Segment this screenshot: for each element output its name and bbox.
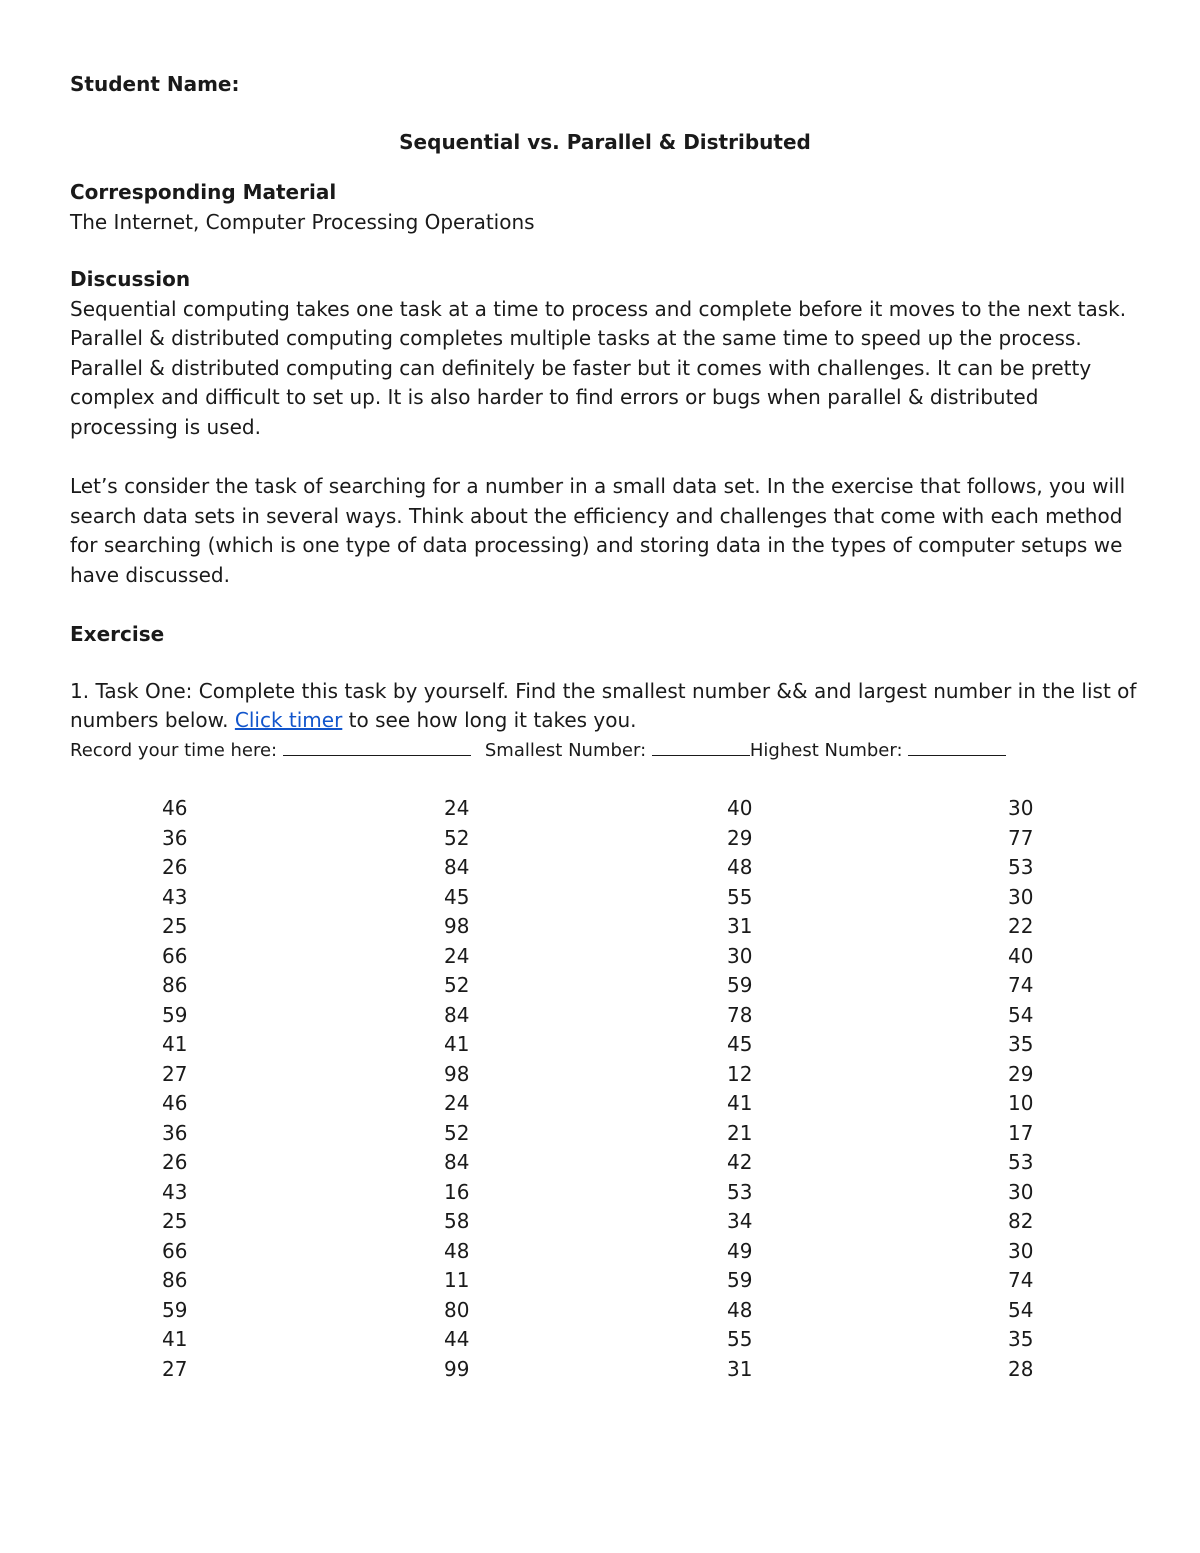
number-cell: 41 — [162, 1032, 188, 1056]
number-cell: 84 — [444, 1002, 470, 1027]
number-cell: 35 — [1008, 1327, 1034, 1351]
number-cell: 46 — [162, 1091, 188, 1115]
number-cell: 84 — [444, 855, 470, 879]
number-cell: 31 — [727, 914, 753, 938]
number-cell: 54 — [1008, 1297, 1034, 1322]
number-cell: 44 — [444, 1327, 470, 1351]
number-cell: 82 — [1008, 1209, 1034, 1233]
number-cell: 58 — [444, 1209, 470, 1233]
document-title: Sequential vs. Parallel & Distributed — [399, 130, 811, 154]
number-cell: 41 — [444, 1032, 470, 1056]
number-cell: 54 — [1008, 1002, 1034, 1027]
number-cell: 11 — [444, 1268, 470, 1292]
number-cell: 52 — [444, 1120, 470, 1145]
number-cell: 36 — [162, 825, 188, 850]
number-cell: 66 — [162, 1238, 188, 1263]
smallest-number-blank[interactable] — [652, 737, 750, 756]
number-cell: 27 — [162, 1356, 188, 1381]
numbers-column-4 — [1008, 794, 1068, 1384]
number-cell: 34 — [727, 1209, 753, 1233]
number-cell: 12 — [727, 1061, 753, 1086]
number-cell: 84 — [444, 1150, 470, 1174]
number-cell: 26 — [162, 1150, 188, 1174]
number-cell: 59 — [162, 1002, 188, 1027]
task-one-text: 1. Task One: Complete this task by yourself. Find the smallest number && and largest number in the list of numbers below. — [70, 678, 1137, 733]
number-cell: 48 — [727, 855, 753, 879]
number-cell: 30 — [727, 943, 753, 968]
number-cell: 55 — [727, 1327, 753, 1351]
number-cell: 29 — [1008, 1061, 1034, 1086]
highest-number-label: Highest Number: — [749, 739, 909, 761]
number-cell: 43 — [162, 1179, 188, 1204]
number-cell: 52 — [444, 825, 470, 850]
number-cell: 49 — [727, 1238, 753, 1263]
number-cell: 22 — [1008, 914, 1034, 938]
number-cell: 59 — [162, 1297, 188, 1322]
number-cell: 48 — [727, 1297, 753, 1322]
number-cell: 74 — [1008, 973, 1034, 997]
number-cell: 41 — [727, 1091, 753, 1115]
number-cell: 99 — [444, 1356, 470, 1381]
discussion-paragraph-1: Sequential computing takes one task at a time to process and complete before it moves to the next task. Parallel & distributed computing completes multiple tasks at the same time to speed up the process. Parallel & distributed computing can definitely be faster but it comes with challenges. It can be pretty complex and difficult to set up. It is also harder to find errors or bugs when parallel & distributed processing is used. — [70, 296, 1127, 439]
number-cell: 31 — [727, 1356, 753, 1381]
numbers-column-3 — [727, 794, 787, 1384]
number-cell: 25 — [162, 914, 188, 938]
number-cell: 24 — [444, 1091, 470, 1115]
click-timer-link[interactable]: Click timer — [234, 708, 343, 733]
number-cell: 45 — [444, 884, 470, 909]
number-cell: 78 — [727, 1002, 753, 1027]
number-cell: 48 — [444, 1238, 470, 1263]
number-cell: 40 — [1008, 943, 1034, 968]
discussion-heading: Discussion — [70, 266, 191, 291]
number-cell: 86 — [162, 973, 188, 997]
number-cell: 41 — [162, 1327, 188, 1351]
number-cell: 21 — [727, 1120, 753, 1145]
number-cell: 59 — [727, 1268, 753, 1292]
number-cell: 27 — [162, 1061, 188, 1086]
number-cell: 35 — [1008, 1032, 1034, 1056]
number-cell: 10 — [1008, 1091, 1034, 1115]
task-one-text-end: to see how long it takes you. — [342, 708, 637, 733]
number-cell: 25 — [162, 1209, 188, 1233]
number-cell: 24 — [444, 796, 470, 820]
numbers-column-2 — [444, 794, 504, 1384]
number-cell: 42 — [727, 1150, 753, 1174]
number-cell: 16 — [444, 1179, 470, 1204]
number-cell: 53 — [727, 1179, 753, 1204]
number-cell: 98 — [444, 914, 470, 938]
number-cell: 52 — [444, 973, 470, 997]
number-cell: 26 — [162, 855, 188, 879]
record-time-blank[interactable] — [283, 737, 471, 756]
number-cell: 74 — [1008, 1268, 1034, 1292]
number-cell: 77 — [1008, 825, 1034, 850]
numbers-list — [70, 794, 1140, 1394]
corresponding-material-heading: Corresponding Material — [70, 180, 337, 204]
smallest-number-label: Smallest Number: — [484, 739, 652, 761]
number-cell: 43 — [162, 884, 188, 909]
number-cell: 40 — [727, 796, 753, 820]
number-cell: 55 — [727, 884, 753, 909]
number-cell: 80 — [444, 1297, 470, 1322]
number-cell: 36 — [162, 1120, 188, 1145]
exercise-heading: Exercise — [70, 621, 165, 646]
numbers-column-1 — [162, 794, 222, 1384]
discussion-paragraph-2: Let’s consider the task of searching for a number in a small data set. In the exercise that follows, you will search data sets in several ways. Think about the efficiency and challenges that come with each method for searching (which is one type of data processing) and storing data in the types of computer setups we have discussed. — [70, 474, 1126, 587]
number-cell: 30 — [1008, 796, 1034, 820]
number-cell: 53 — [1008, 1150, 1034, 1174]
number-cell: 24 — [444, 943, 470, 968]
corresponding-material-text: The Internet, Computer Processing Operations — [70, 210, 535, 234]
student-name-label: Student Name: — [70, 72, 240, 96]
record-time-label: Record your time here: — [70, 739, 283, 761]
number-cell: 17 — [1008, 1120, 1034, 1145]
number-cell: 28 — [1008, 1356, 1034, 1381]
number-cell: 59 — [727, 973, 753, 997]
document-page — [70, 68, 1140, 1381]
record-line — [70, 736, 1140, 766]
number-cell: 45 — [727, 1032, 753, 1056]
number-cell: 66 — [162, 943, 188, 968]
number-cell: 30 — [1008, 1179, 1034, 1204]
number-cell: 86 — [162, 1268, 188, 1292]
number-cell: 29 — [727, 825, 753, 850]
number-cell: 98 — [444, 1061, 470, 1086]
number-cell: 30 — [1008, 884, 1034, 909]
number-cell: 46 — [162, 796, 188, 820]
highest-number-blank[interactable] — [908, 737, 1006, 756]
task-one-instructions — [70, 677, 1140, 736]
number-cell: 30 — [1008, 1238, 1034, 1263]
number-cell: 53 — [1008, 855, 1034, 879]
